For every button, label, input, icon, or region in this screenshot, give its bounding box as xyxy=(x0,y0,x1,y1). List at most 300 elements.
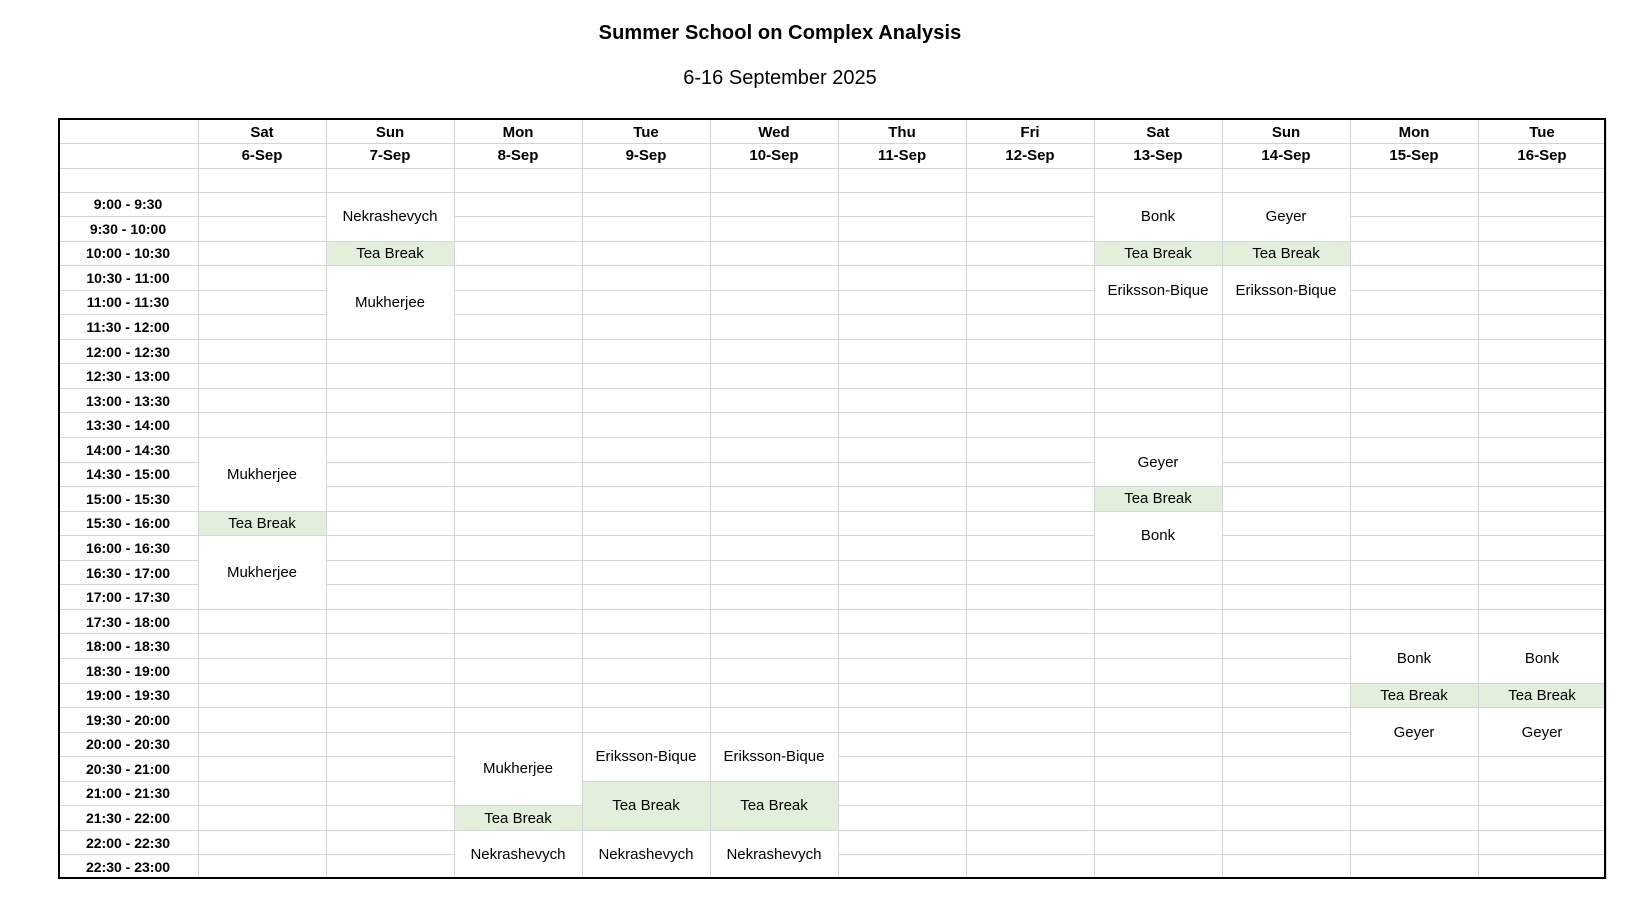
tea-break-cell: Tea Break xyxy=(484,809,552,827)
row-divider xyxy=(966,314,1094,315)
row-divider xyxy=(326,560,454,561)
row-divider xyxy=(1478,412,1606,413)
row-divider xyxy=(1222,462,1350,463)
day-header-date: 10-Sep xyxy=(749,147,799,164)
row-divider xyxy=(1350,584,1478,585)
day-header-date: 12-Sep xyxy=(1005,147,1055,164)
row-divider xyxy=(582,363,710,364)
row-divider xyxy=(1094,339,1222,340)
row-divider xyxy=(710,192,838,193)
row-divider xyxy=(1222,658,1350,659)
lecture-cell: Eriksson-Bique xyxy=(1235,281,1337,299)
row-divider xyxy=(966,388,1094,389)
row-divider xyxy=(326,707,454,708)
row-divider xyxy=(966,683,1094,684)
row-divider xyxy=(198,241,326,242)
row-divider xyxy=(454,658,582,659)
row-divider xyxy=(454,314,582,315)
row-divider xyxy=(1478,511,1606,512)
row-divider xyxy=(1350,830,1478,831)
row-divider xyxy=(582,609,710,610)
time-slot-label: 12:30 - 13:00 xyxy=(85,368,171,385)
tea-break-cell: Tea Break xyxy=(740,797,808,815)
row-divider xyxy=(838,388,966,389)
row-divider xyxy=(1478,535,1606,536)
row-divider xyxy=(966,756,1094,757)
time-slot-label: 16:00 - 16:30 xyxy=(85,539,171,556)
row-divider xyxy=(326,462,454,463)
lecture-cell: Mukherjee xyxy=(482,760,554,778)
row-divider xyxy=(966,609,1094,610)
row-divider xyxy=(1094,609,1222,610)
row-divider xyxy=(1222,756,1350,757)
row-divider xyxy=(838,584,966,585)
row-divider xyxy=(198,658,326,659)
row-divider xyxy=(966,290,1094,291)
row-divider xyxy=(838,781,966,782)
row-divider xyxy=(1478,339,1606,340)
row-divider xyxy=(454,707,582,708)
row-divider xyxy=(1094,707,1222,708)
row-divider xyxy=(710,314,838,315)
row-divider xyxy=(710,486,838,487)
row-divider xyxy=(1478,854,1606,855)
row-divider xyxy=(582,462,710,463)
lecture-cell: Bonk xyxy=(1524,649,1560,667)
row-divider xyxy=(454,633,582,634)
row-divider xyxy=(326,609,454,610)
day-header-date: 6-Sep xyxy=(241,147,283,164)
row-divider xyxy=(454,265,582,266)
tea-break-cell: Tea Break xyxy=(356,244,424,262)
time-slot-label: 19:00 - 19:30 xyxy=(85,687,171,704)
row-divider xyxy=(1222,412,1350,413)
row-divider xyxy=(1350,462,1478,463)
time-slot-label: 20:00 - 20:30 xyxy=(85,736,171,753)
day-header-weekday: Sun xyxy=(375,123,405,141)
row-divider xyxy=(582,216,710,217)
row-divider xyxy=(966,216,1094,217)
lecture-cell: Mukherjee xyxy=(354,293,426,311)
day-header-weekday: Mon xyxy=(1398,123,1430,141)
row-divider xyxy=(838,805,966,806)
row-divider xyxy=(1350,560,1478,561)
time-slot-label: 22:00 - 22:30 xyxy=(85,834,171,851)
row-divider xyxy=(454,339,582,340)
row-divider xyxy=(1350,805,1478,806)
row-divider xyxy=(58,168,198,169)
row-divider xyxy=(710,412,838,413)
row-divider xyxy=(198,732,326,733)
day-header-date: 14-Sep xyxy=(1261,147,1311,164)
row-divider xyxy=(966,658,1094,659)
row-divider xyxy=(198,265,326,266)
time-slot-label: 22:30 - 23:00 xyxy=(85,859,171,876)
row-divider xyxy=(1350,363,1478,364)
day-header-weekday: Tue xyxy=(1529,123,1555,141)
time-slot-label: 15:30 - 16:00 xyxy=(85,515,171,532)
row-divider xyxy=(454,609,582,610)
row-divider xyxy=(1478,216,1606,217)
time-slot-label: 20:30 - 21:00 xyxy=(85,760,171,777)
row-divider xyxy=(710,683,838,684)
row-divider xyxy=(966,560,1094,561)
row-divider xyxy=(1094,756,1222,757)
row-divider xyxy=(710,290,838,291)
row-divider xyxy=(1222,486,1350,487)
row-divider xyxy=(1094,683,1222,684)
row-divider xyxy=(582,241,710,242)
row-divider xyxy=(1222,854,1350,855)
row-divider xyxy=(454,584,582,585)
row-divider xyxy=(582,633,710,634)
row-divider xyxy=(1350,241,1478,242)
row-divider xyxy=(1222,388,1350,389)
row-divider xyxy=(582,265,710,266)
row-divider xyxy=(326,732,454,733)
row-divider xyxy=(838,486,966,487)
row-divider xyxy=(710,511,838,512)
row-divider xyxy=(1478,314,1606,315)
day-header-weekday: Sat xyxy=(250,123,274,141)
row-divider xyxy=(838,560,966,561)
row-divider xyxy=(838,707,966,708)
row-divider xyxy=(838,854,966,855)
time-slot-label: 10:00 - 10:30 xyxy=(85,245,171,262)
time-slot-label: 21:00 - 21:30 xyxy=(85,785,171,802)
row-divider xyxy=(198,363,326,364)
row-divider xyxy=(1222,560,1350,561)
day-header-date: 9-Sep xyxy=(625,147,667,164)
row-divider xyxy=(1350,265,1478,266)
row-divider xyxy=(582,314,710,315)
row-divider xyxy=(1222,707,1350,708)
row-divider xyxy=(1478,437,1606,438)
row-divider xyxy=(1222,584,1350,585)
day-header-date: 13-Sep xyxy=(1133,147,1183,164)
row-divider xyxy=(454,241,582,242)
row-divider xyxy=(1478,462,1606,463)
row-divider xyxy=(326,830,454,831)
row-divider xyxy=(838,363,966,364)
row-divider xyxy=(1478,805,1606,806)
row-divider xyxy=(582,486,710,487)
row-divider xyxy=(326,412,454,413)
row-divider xyxy=(198,683,326,684)
row-divider xyxy=(966,535,1094,536)
row-divider xyxy=(838,437,966,438)
row-divider xyxy=(582,437,710,438)
row-divider xyxy=(454,462,582,463)
row-divider xyxy=(198,412,326,413)
row-divider xyxy=(326,854,454,855)
row-divider xyxy=(1350,781,1478,782)
page-subtitle: 6-16 September 2025 xyxy=(683,67,877,89)
row-divider xyxy=(966,854,1094,855)
row-divider xyxy=(198,854,326,855)
row-divider xyxy=(1094,805,1222,806)
row-divider xyxy=(582,290,710,291)
row-divider xyxy=(1478,609,1606,610)
row-divider xyxy=(1222,339,1350,340)
row-divider xyxy=(582,560,710,561)
row-divider xyxy=(1478,290,1606,291)
row-divider xyxy=(710,658,838,659)
time-slot-label: 14:30 - 15:00 xyxy=(85,466,171,483)
row-divider xyxy=(1222,830,1350,831)
lecture-cell: Eriksson-Bique xyxy=(595,748,697,766)
row-divider xyxy=(1094,584,1222,585)
row-divider xyxy=(198,805,326,806)
row-divider xyxy=(1222,535,1350,536)
row-divider xyxy=(966,462,1094,463)
row-divider xyxy=(966,805,1094,806)
lecture-cell: Geyer xyxy=(1265,208,1307,226)
row-divider xyxy=(838,756,966,757)
row-divider xyxy=(1222,437,1350,438)
row-divider xyxy=(1222,609,1350,610)
row-divider xyxy=(1350,216,1478,217)
row-divider xyxy=(198,314,326,315)
row-divider xyxy=(454,437,582,438)
row-divider xyxy=(1350,339,1478,340)
row-divider xyxy=(1478,781,1606,782)
row-divider xyxy=(838,462,966,463)
day-header-date: 16-Sep xyxy=(1517,147,1567,164)
row-divider xyxy=(838,314,966,315)
row-divider xyxy=(326,535,454,536)
row-divider xyxy=(838,216,966,217)
row-divider xyxy=(1094,732,1222,733)
row-divider xyxy=(58,143,198,144)
lecture-cell: Nekrashevych xyxy=(470,846,566,864)
row-divider xyxy=(710,609,838,610)
row-divider xyxy=(198,388,326,389)
row-divider xyxy=(326,511,454,512)
row-divider xyxy=(1478,830,1606,831)
row-divider xyxy=(1350,437,1478,438)
row-divider xyxy=(454,486,582,487)
row-divider xyxy=(1094,658,1222,659)
row-divider xyxy=(710,462,838,463)
lecture-cell: Geyer xyxy=(1393,723,1435,741)
row-divider xyxy=(966,241,1094,242)
row-divider xyxy=(198,216,326,217)
row-divider xyxy=(582,412,710,413)
row-divider xyxy=(582,584,710,585)
row-divider xyxy=(710,633,838,634)
row-divider xyxy=(326,388,454,389)
row-divider xyxy=(454,535,582,536)
row-divider xyxy=(1094,412,1222,413)
row-divider xyxy=(1222,683,1350,684)
row-divider xyxy=(454,560,582,561)
row-divider xyxy=(710,707,838,708)
row-divider xyxy=(454,388,582,389)
row-divider xyxy=(710,339,838,340)
row-divider xyxy=(1478,241,1606,242)
row-divider xyxy=(582,388,710,389)
row-divider xyxy=(966,707,1094,708)
row-divider xyxy=(198,192,326,193)
time-slot-label: 14:00 - 14:30 xyxy=(85,441,171,458)
time-slot-label: 9:00 - 9:30 xyxy=(93,196,163,213)
row-divider xyxy=(838,609,966,610)
row-divider xyxy=(326,683,454,684)
row-divider xyxy=(198,290,326,291)
time-slot-label: 21:30 - 22:00 xyxy=(85,810,171,827)
time-slot-label: 13:30 - 14:00 xyxy=(85,417,171,434)
row-divider xyxy=(582,535,710,536)
schedule-grid xyxy=(58,118,1600,882)
row-divider xyxy=(1222,363,1350,364)
row-divider xyxy=(1350,486,1478,487)
row-divider xyxy=(966,265,1094,266)
time-slot-label: 15:00 - 15:30 xyxy=(85,490,171,507)
row-divider xyxy=(966,511,1094,512)
row-divider xyxy=(838,192,966,193)
row-divider xyxy=(1478,265,1606,266)
row-divider xyxy=(1094,388,1222,389)
row-divider xyxy=(838,339,966,340)
row-divider xyxy=(326,486,454,487)
row-divider xyxy=(1350,388,1478,389)
row-divider xyxy=(1222,511,1350,512)
lecture-cell: Nekrashevych xyxy=(598,846,694,864)
row-divider xyxy=(1094,363,1222,364)
row-divider xyxy=(1478,584,1606,585)
row-divider xyxy=(1222,805,1350,806)
row-divider xyxy=(838,241,966,242)
lecture-cell: Eriksson-Bique xyxy=(1107,281,1209,299)
row-divider xyxy=(838,658,966,659)
row-divider xyxy=(966,486,1094,487)
time-slot-label: 17:00 - 17:30 xyxy=(85,589,171,606)
row-divider xyxy=(838,511,966,512)
lecture-cell: Geyer xyxy=(1137,453,1179,471)
row-divider xyxy=(966,412,1094,413)
row-divider xyxy=(326,805,454,806)
time-slot-label: 13:00 - 13:30 xyxy=(85,392,171,409)
row-divider xyxy=(1350,290,1478,291)
row-divider xyxy=(454,192,582,193)
row-divider xyxy=(838,265,966,266)
lecture-cell: Bonk xyxy=(1396,649,1432,667)
row-divider xyxy=(966,781,1094,782)
row-divider xyxy=(454,683,582,684)
row-divider xyxy=(1094,633,1222,634)
row-divider xyxy=(1350,314,1478,315)
time-slot-label: 16:30 - 17:00 xyxy=(85,564,171,581)
row-divider xyxy=(1222,781,1350,782)
row-divider xyxy=(966,633,1094,634)
row-divider xyxy=(1478,363,1606,364)
lecture-cell: Mukherjee xyxy=(226,465,298,483)
time-slot-label: 9:30 - 10:00 xyxy=(89,220,167,237)
row-divider xyxy=(198,633,326,634)
day-header-weekday: Sat xyxy=(1146,123,1170,141)
row-divider xyxy=(582,658,710,659)
row-divider xyxy=(582,339,710,340)
row-divider xyxy=(1222,633,1350,634)
row-divider xyxy=(838,732,966,733)
row-divider xyxy=(454,511,582,512)
row-divider xyxy=(1350,511,1478,512)
row-divider xyxy=(966,830,1094,831)
day-header-weekday: Sun xyxy=(1271,123,1301,141)
row-divider xyxy=(1350,854,1478,855)
row-divider xyxy=(1350,609,1478,610)
row-divider xyxy=(326,658,454,659)
row-divider xyxy=(1478,192,1606,193)
tea-break-cell: Tea Break xyxy=(612,797,680,815)
row-divider xyxy=(1478,486,1606,487)
lecture-cell: Mukherjee xyxy=(226,564,298,581)
tea-break-cell: Tea Break xyxy=(1124,490,1192,508)
row-divider xyxy=(838,290,966,291)
row-divider xyxy=(966,584,1094,585)
row-divider xyxy=(1350,412,1478,413)
row-divider xyxy=(710,437,838,438)
lecture-cell: Eriksson-Bique xyxy=(723,748,825,766)
column-divider xyxy=(966,118,967,879)
day-header-date: 8-Sep xyxy=(497,147,539,164)
row-divider xyxy=(710,584,838,585)
row-divider xyxy=(1222,732,1350,733)
row-divider xyxy=(710,388,838,389)
row-divider xyxy=(582,707,710,708)
day-header-date: 7-Sep xyxy=(369,147,411,164)
row-divider xyxy=(326,363,454,364)
day-header-date: 11-Sep xyxy=(877,147,927,164)
lecture-cell: Geyer xyxy=(1521,723,1563,741)
row-divider xyxy=(966,732,1094,733)
lecture-cell: Nekrashevych xyxy=(726,846,822,864)
day-header-weekday: Fri xyxy=(1020,123,1040,141)
row-divider xyxy=(838,830,966,831)
row-divider xyxy=(326,437,454,438)
lecture-cell: Bonk xyxy=(1140,527,1176,545)
row-divider xyxy=(838,412,966,413)
row-divider xyxy=(454,412,582,413)
row-divider xyxy=(710,216,838,217)
row-divider xyxy=(1478,388,1606,389)
row-divider xyxy=(454,290,582,291)
row-divider xyxy=(838,683,966,684)
day-header-weekday: Tue xyxy=(633,123,659,141)
row-divider xyxy=(1350,535,1478,536)
time-slot-label: 18:30 - 19:00 xyxy=(85,662,171,679)
tea-break-cell: Tea Break xyxy=(1380,686,1448,704)
tea-break-cell: Tea Break xyxy=(1252,244,1320,262)
row-divider xyxy=(966,437,1094,438)
time-slot-label: 10:30 - 11:00 xyxy=(86,269,170,286)
row-divider xyxy=(710,560,838,561)
tea-break-cell: Tea Break xyxy=(1124,244,1192,262)
day-header-weekday: Wed xyxy=(758,123,790,141)
row-divider xyxy=(966,192,1094,193)
row-divider xyxy=(198,707,326,708)
time-slot-label: 17:30 - 18:00 xyxy=(85,613,171,630)
row-divider xyxy=(198,339,326,340)
lecture-cell: Nekrashevych xyxy=(342,208,438,226)
row-divider xyxy=(838,633,966,634)
row-divider xyxy=(710,265,838,266)
row-divider xyxy=(582,192,710,193)
time-slot-label: 11:00 - 11:30 xyxy=(86,294,170,311)
row-divider xyxy=(326,633,454,634)
row-divider xyxy=(198,756,326,757)
